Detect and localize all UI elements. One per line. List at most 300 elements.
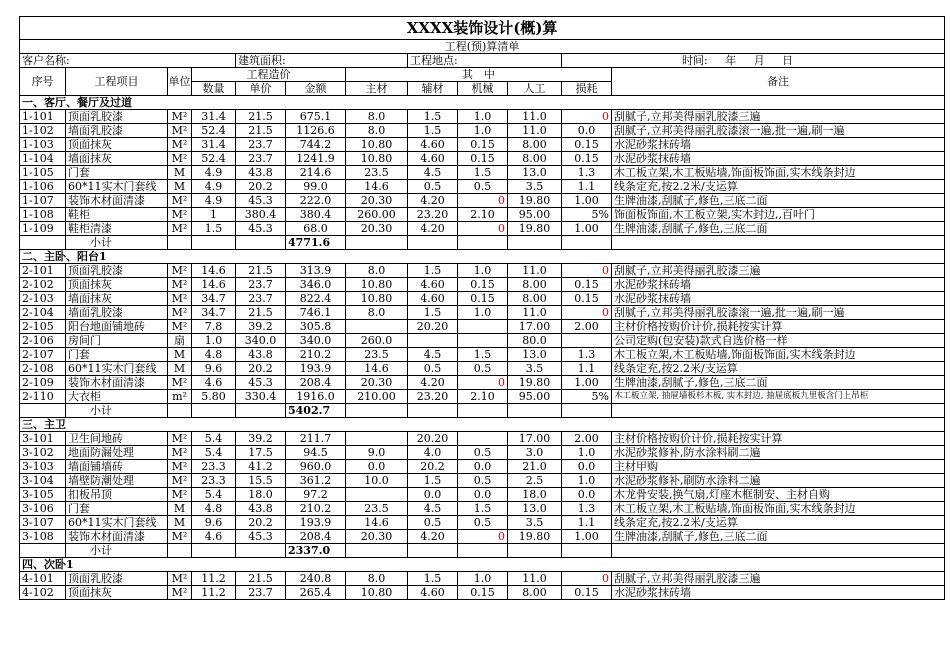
cell-main: 10.80 bbox=[346, 138, 408, 152]
cell-mech: 0.15 bbox=[458, 152, 508, 166]
cell-price: 18.0 bbox=[236, 488, 286, 502]
cell-labor: 3.5 bbox=[508, 362, 562, 376]
sheet-title: XXXX装饰设计(概)算 bbox=[20, 17, 945, 40]
cell-price: 23.7 bbox=[236, 586, 286, 600]
empty-cell bbox=[562, 404, 612, 418]
cell-main: 8.0 bbox=[346, 572, 408, 586]
subtotal-value: 4771.6 bbox=[286, 236, 346, 250]
empty-cell bbox=[458, 544, 508, 558]
cell-seq: 3-101 bbox=[20, 432, 66, 446]
cell-seq: 2-103 bbox=[20, 292, 66, 306]
table-row bbox=[20, 348, 945, 362]
cell-unit: M bbox=[168, 348, 192, 362]
cell-loss bbox=[562, 334, 612, 348]
cell-mech: 1.0 bbox=[458, 572, 508, 586]
cell-amount: 265.4 bbox=[286, 586, 346, 600]
cell-mech: 0.5 bbox=[458, 362, 508, 376]
cell-amount: 675.1 bbox=[286, 110, 346, 124]
cell-main: 23.5 bbox=[346, 502, 408, 516]
cell-qty: 4.9 bbox=[192, 194, 236, 208]
cell-item: 60*11实木门套线 bbox=[66, 180, 168, 194]
cell-amount: 99.0 bbox=[286, 180, 346, 194]
cell-note: 刮腻子,立邦美得丽乳胶漆滚一遍,批一遍,刷一遍 bbox=[612, 306, 945, 320]
table-row bbox=[20, 488, 945, 502]
cell-price: 41.2 bbox=[236, 460, 286, 474]
cell-aux: 0.5 bbox=[408, 180, 458, 194]
table-row bbox=[20, 446, 945, 460]
cell-item: 卫生间地砖 bbox=[66, 432, 168, 446]
cell-note: 公司定购(包安装)款式自选价格一样 bbox=[612, 334, 945, 348]
cell-item: 地面防漏处理 bbox=[66, 446, 168, 460]
table-row bbox=[20, 474, 945, 488]
table-row bbox=[20, 362, 945, 376]
cell-loss: 0.0 bbox=[562, 124, 612, 138]
cell-amount: 210.2 bbox=[286, 348, 346, 362]
estimate-table bbox=[19, 16, 945, 600]
table-row bbox=[20, 530, 945, 544]
cell-seq: 3-103 bbox=[20, 460, 66, 474]
empty-cell bbox=[562, 544, 612, 558]
cell-loss: 1.1 bbox=[562, 180, 612, 194]
cell-note: 木工板立架,木工板贴墙,饰面板饰面,实木线条封边 bbox=[612, 348, 945, 362]
cell-item: 门套 bbox=[66, 348, 168, 362]
cell-mech: 1.0 bbox=[458, 110, 508, 124]
cell-item: 墙面抹灰 bbox=[66, 152, 168, 166]
header-note: 备注 bbox=[612, 68, 945, 96]
cell-main: 0.0 bbox=[346, 460, 408, 474]
cell-amount: 346.0 bbox=[286, 278, 346, 292]
cell-seq: 2-106 bbox=[20, 334, 66, 348]
subtotal-label: 小计 bbox=[66, 544, 168, 558]
cell-item: 墙面乳胶漆 bbox=[66, 306, 168, 320]
cell-labor: 3.5 bbox=[508, 516, 562, 530]
header-among: 其 中 bbox=[346, 68, 612, 82]
table-row bbox=[20, 264, 945, 278]
section-header bbox=[20, 558, 945, 572]
cell-labor: 19.80 bbox=[508, 530, 562, 544]
cell-unit: M² bbox=[168, 208, 192, 222]
empty-cell bbox=[20, 544, 66, 558]
cell-seq: 2-108 bbox=[20, 362, 66, 376]
cell-amount: 211.7 bbox=[286, 432, 346, 446]
table-row bbox=[20, 516, 945, 530]
cell-item: 60*11实木门套线 bbox=[66, 362, 168, 376]
cell-qty: 4.6 bbox=[192, 376, 236, 390]
cell-main: 14.6 bbox=[346, 362, 408, 376]
empty-cell bbox=[408, 544, 458, 558]
section-title: 四、次卧1 bbox=[20, 558, 945, 572]
cell-aux: 1.5 bbox=[408, 474, 458, 488]
cell-price: 39.2 bbox=[236, 320, 286, 334]
section-title: 二、主卧、阳台1 bbox=[20, 250, 945, 264]
cell-mech: 1.0 bbox=[458, 306, 508, 320]
cell-main: 20.30 bbox=[346, 530, 408, 544]
cell-amount: 1126.6 bbox=[286, 124, 346, 138]
cell-note: 水泥砂浆抹砖墙 bbox=[612, 278, 945, 292]
sheet-subtitle: 工程(预)算清单 bbox=[20, 40, 945, 54]
cell-mech: 0.5 bbox=[458, 446, 508, 460]
cell-price: 23.7 bbox=[236, 292, 286, 306]
cell-qty: 7.8 bbox=[192, 320, 236, 334]
cell-mech: 0.15 bbox=[458, 586, 508, 600]
cell-mech: 1.0 bbox=[458, 264, 508, 278]
empty-cell bbox=[508, 236, 562, 250]
cell-qty: 52.4 bbox=[192, 152, 236, 166]
cell-labor: 19.80 bbox=[508, 194, 562, 208]
cell-loss: 0 bbox=[562, 572, 612, 586]
cell-note: 生牌油漆,刮腻子,修色,三底二面 bbox=[612, 222, 945, 236]
empty-cell bbox=[346, 404, 408, 418]
cell-mech: 0.5 bbox=[458, 516, 508, 530]
cell-amount: 744.2 bbox=[286, 138, 346, 152]
cell-aux bbox=[408, 334, 458, 348]
cell-price: 340.0 bbox=[236, 334, 286, 348]
cell-amount: 240.8 bbox=[286, 572, 346, 586]
cell-loss: 1.1 bbox=[562, 516, 612, 530]
cell-item: 扣板吊顶 bbox=[66, 488, 168, 502]
cell-unit: M² bbox=[168, 530, 192, 544]
cell-labor: 11.0 bbox=[508, 306, 562, 320]
cell-unit: M bbox=[168, 166, 192, 180]
cell-unit: 扇 bbox=[168, 334, 192, 348]
cell-labor: 13.0 bbox=[508, 348, 562, 362]
empty-cell bbox=[458, 236, 508, 250]
cell-main: 260.0 bbox=[346, 334, 408, 348]
cell-qty: 4.8 bbox=[192, 348, 236, 362]
cell-item: 阳台地面铺地砖 bbox=[66, 320, 168, 334]
cell-note: 主材价格按购价计价,损耗按实计算 bbox=[612, 320, 945, 334]
table-row bbox=[20, 180, 945, 194]
cell-unit: M² bbox=[168, 292, 192, 306]
cell-amount: 193.9 bbox=[286, 516, 346, 530]
cell-main: 8.0 bbox=[346, 110, 408, 124]
empty-cell bbox=[458, 404, 508, 418]
section-header bbox=[20, 418, 945, 432]
cell-qty: 14.6 bbox=[192, 264, 236, 278]
table-row bbox=[20, 376, 945, 390]
cell-unit: M² bbox=[168, 446, 192, 460]
header-labor: 人工 bbox=[508, 82, 562, 96]
cell-unit: M² bbox=[168, 152, 192, 166]
cell-seq: 2-102 bbox=[20, 278, 66, 292]
empty-cell bbox=[346, 236, 408, 250]
empty-cell bbox=[236, 404, 286, 418]
cell-note: 生牌油漆,刮腻子,修色,三底二面 bbox=[612, 376, 945, 390]
cell-aux: 4.20 bbox=[408, 530, 458, 544]
cell-loss: 0 bbox=[562, 306, 612, 320]
cell-note: 主材甲购 bbox=[612, 460, 945, 474]
cell-unit: M² bbox=[168, 474, 192, 488]
cell-qty: 1 bbox=[192, 208, 236, 222]
cell-aux: 4.60 bbox=[408, 138, 458, 152]
cell-qty: 34.7 bbox=[192, 306, 236, 320]
cell-mech: 0 bbox=[458, 530, 508, 544]
cell-qty: 34.7 bbox=[192, 292, 236, 306]
cell-labor: 18.0 bbox=[508, 488, 562, 502]
table-row bbox=[20, 432, 945, 446]
cell-mech: 2.10 bbox=[458, 208, 508, 222]
cell-note: 水泥砂浆抹砖墙 bbox=[612, 586, 945, 600]
cell-mech: 2.10 bbox=[458, 390, 508, 404]
subtotal-row bbox=[20, 236, 945, 250]
cell-item: 墙面乳胶漆 bbox=[66, 124, 168, 138]
cell-seq: 1-102 bbox=[20, 124, 66, 138]
cell-amount: 822.4 bbox=[286, 292, 346, 306]
cell-amount: 210.2 bbox=[286, 502, 346, 516]
cell-item: 装饰木材面清漆 bbox=[66, 530, 168, 544]
cell-price: 21.5 bbox=[236, 110, 286, 124]
cell-unit: M² bbox=[168, 278, 192, 292]
cell-unit: M² bbox=[168, 586, 192, 600]
cell-unit: M² bbox=[168, 460, 192, 474]
cell-labor: 8.00 bbox=[508, 138, 562, 152]
cell-amount: 222.0 bbox=[286, 194, 346, 208]
empty-cell bbox=[508, 544, 562, 558]
cell-loss: 1.00 bbox=[562, 530, 612, 544]
cell-seq: 3-102 bbox=[20, 446, 66, 460]
cell-note: 生牌油漆,刮腻子,修色,三底二面 bbox=[612, 530, 945, 544]
cell-note: 木龙骨安装,换气扇,灯座木框制安、主材自购 bbox=[612, 488, 945, 502]
cell-item: 门套 bbox=[66, 502, 168, 516]
cell-unit: M² bbox=[168, 376, 192, 390]
time-label: 时间: bbox=[682, 54, 708, 67]
cell-seq: 1-103 bbox=[20, 138, 66, 152]
cell-loss: 1.3 bbox=[562, 348, 612, 362]
cell-amount: 94.5 bbox=[286, 446, 346, 460]
cell-price: 43.8 bbox=[236, 166, 286, 180]
cell-item: 墙面铺墙砖 bbox=[66, 460, 168, 474]
cell-mech: 0 bbox=[458, 222, 508, 236]
empty-cell bbox=[168, 236, 192, 250]
section-header bbox=[20, 96, 945, 110]
empty-cell bbox=[236, 544, 286, 558]
cell-seq: 2-109 bbox=[20, 376, 66, 390]
cell-amount: 313.9 bbox=[286, 264, 346, 278]
cell-labor: 8.00 bbox=[508, 278, 562, 292]
subtotal-row bbox=[20, 544, 945, 558]
cell-aux: 4.20 bbox=[408, 376, 458, 390]
project-location-label: 工程地点: bbox=[408, 54, 562, 68]
cell-aux: 0.5 bbox=[408, 516, 458, 530]
cell-price: 20.2 bbox=[236, 180, 286, 194]
cell-main: 14.6 bbox=[346, 516, 408, 530]
cell-seq: 3-108 bbox=[20, 530, 66, 544]
cell-price: 45.3 bbox=[236, 530, 286, 544]
header-row-1 bbox=[20, 68, 945, 82]
table-row bbox=[20, 152, 945, 166]
cell-amount: 1916.0 bbox=[286, 390, 346, 404]
cell-amount: 960.0 bbox=[286, 460, 346, 474]
cell-labor: 80.0 bbox=[508, 334, 562, 348]
cell-main: 23.5 bbox=[346, 166, 408, 180]
cell-item: 60*11实木门套线 bbox=[66, 516, 168, 530]
cell-amount: 305.8 bbox=[286, 320, 346, 334]
header-mech: 机械 bbox=[458, 82, 508, 96]
cell-main: 10.80 bbox=[346, 586, 408, 600]
cell-aux: 1.5 bbox=[408, 264, 458, 278]
cell-qty: 1.5 bbox=[192, 222, 236, 236]
cell-unit: M² bbox=[168, 264, 192, 278]
cell-qty: 5.80 bbox=[192, 390, 236, 404]
cell-item: 墙面抹灰 bbox=[66, 292, 168, 306]
cell-seq: 4-102 bbox=[20, 586, 66, 600]
cell-price: 23.7 bbox=[236, 138, 286, 152]
cell-mech: 0.15 bbox=[458, 138, 508, 152]
cell-item: 顶面乳胶漆 bbox=[66, 572, 168, 586]
day-label: 日 bbox=[782, 54, 794, 67]
building-area-label: 建筑面积: bbox=[236, 54, 408, 68]
cell-aux: 23.20 bbox=[408, 208, 458, 222]
cell-seq: 1-107 bbox=[20, 194, 66, 208]
cell-labor: 13.0 bbox=[508, 502, 562, 516]
cell-price: 21.5 bbox=[236, 572, 286, 586]
cell-amount: 193.9 bbox=[286, 362, 346, 376]
cell-note: 水泥砂浆修补,刷防水涂料二遍 bbox=[612, 474, 945, 488]
cell-aux: 4.5 bbox=[408, 348, 458, 362]
subtotal-label: 小计 bbox=[66, 404, 168, 418]
cell-main: 10.80 bbox=[346, 278, 408, 292]
cell-note: 饰面板饰面,木工板立架,实木封边,,百叶门 bbox=[612, 208, 945, 222]
cell-aux: 1.5 bbox=[408, 124, 458, 138]
cell-main: 9.0 bbox=[346, 446, 408, 460]
cell-price: 17.5 bbox=[236, 446, 286, 460]
cell-mech: 0 bbox=[458, 194, 508, 208]
cell-seq: 2-107 bbox=[20, 348, 66, 362]
cell-price: 43.8 bbox=[236, 348, 286, 362]
cell-loss: 2.00 bbox=[562, 320, 612, 334]
cell-labor: 95.00 bbox=[508, 208, 562, 222]
cell-unit: M bbox=[168, 502, 192, 516]
cell-aux: 1.5 bbox=[408, 306, 458, 320]
table-row bbox=[20, 110, 945, 124]
cell-item: 顶面抹灰 bbox=[66, 138, 168, 152]
cell-main: 14.6 bbox=[346, 180, 408, 194]
cell-main: 10.80 bbox=[346, 152, 408, 166]
cell-loss: 0.15 bbox=[562, 278, 612, 292]
cell-seq: 1-104 bbox=[20, 152, 66, 166]
empty-cell bbox=[612, 544, 945, 558]
cell-aux: 20.20 bbox=[408, 320, 458, 334]
cell-seq: 1-108 bbox=[20, 208, 66, 222]
cell-note: 水泥砂浆抹砖墙 bbox=[612, 138, 945, 152]
cell-qty: 4.6 bbox=[192, 530, 236, 544]
cell-unit: M² bbox=[168, 124, 192, 138]
empty-cell bbox=[408, 236, 458, 250]
cell-unit: M² bbox=[168, 138, 192, 152]
cell-amount: 340.0 bbox=[286, 334, 346, 348]
cell-loss: 0.15 bbox=[562, 138, 612, 152]
cell-mech: 0.5 bbox=[458, 180, 508, 194]
cell-note: 木工板立架, 抽屉墙板杉木板, 实木封边, 抽屉底板九里板含门上吊柜 bbox=[612, 390, 945, 404]
cell-item: 鞋柜 bbox=[66, 208, 168, 222]
cell-note: 刮腻子,立邦美得丽乳胶漆三遍 bbox=[612, 110, 945, 124]
cell-loss: 1.3 bbox=[562, 166, 612, 180]
cell-note: 生牌油漆,刮腻子,修色,三底二面 bbox=[612, 194, 945, 208]
cell-note: 刮腻子,立邦美得丽乳胶漆三遍 bbox=[612, 572, 945, 586]
cell-labor: 2.5 bbox=[508, 474, 562, 488]
cell-seq: 3-106 bbox=[20, 502, 66, 516]
cell-qty: 4.8 bbox=[192, 502, 236, 516]
table-row bbox=[20, 278, 945, 292]
subtotal-row bbox=[20, 404, 945, 418]
cell-item: 顶面乳胶漆 bbox=[66, 110, 168, 124]
cell-price: 330.4 bbox=[236, 390, 286, 404]
table-row bbox=[20, 502, 945, 516]
cell-mech: 1.5 bbox=[458, 348, 508, 362]
cell-labor: 19.80 bbox=[508, 376, 562, 390]
cell-note: 主材价格按购价计价,损耗按实计算 bbox=[612, 432, 945, 446]
cell-item: 顶面乳胶漆 bbox=[66, 264, 168, 278]
cell-main: 20.30 bbox=[346, 194, 408, 208]
cell-loss: 0.15 bbox=[562, 152, 612, 166]
cell-qty: 11.2 bbox=[192, 572, 236, 586]
cell-qty: 31.4 bbox=[192, 138, 236, 152]
cell-main: 260.00 bbox=[346, 208, 408, 222]
cell-loss: 0 bbox=[562, 110, 612, 124]
cell-qty: 14.6 bbox=[192, 278, 236, 292]
cell-price: 43.8 bbox=[236, 502, 286, 516]
cell-aux: 1.5 bbox=[408, 572, 458, 586]
cell-main: 8.0 bbox=[346, 124, 408, 138]
cell-note: 刮腻子,立邦美得丽乳胶漆三遍 bbox=[612, 264, 945, 278]
cell-aux: 4.60 bbox=[408, 586, 458, 600]
cell-mech: 1.5 bbox=[458, 166, 508, 180]
cell-seq: 1-109 bbox=[20, 222, 66, 236]
cell-qty: 23.3 bbox=[192, 474, 236, 488]
cell-item: 装饰木材面清漆 bbox=[66, 194, 168, 208]
cell-loss: 0.15 bbox=[562, 292, 612, 306]
cell-item: 装饰木材面清漆 bbox=[66, 376, 168, 390]
cell-labor: 8.00 bbox=[508, 586, 562, 600]
table-row bbox=[20, 460, 945, 474]
subtotal-label: 小计 bbox=[66, 236, 168, 250]
table-row bbox=[20, 166, 945, 180]
cell-item: 顶面抹灰 bbox=[66, 586, 168, 600]
empty-cell bbox=[612, 236, 945, 250]
cell-aux: 4.0 bbox=[408, 446, 458, 460]
table-row bbox=[20, 586, 945, 600]
empty-cell bbox=[346, 544, 408, 558]
header-aux: 辅材 bbox=[408, 82, 458, 96]
cell-loss: 1.1 bbox=[562, 362, 612, 376]
cell-aux: 4.5 bbox=[408, 502, 458, 516]
cell-amount: 208.4 bbox=[286, 530, 346, 544]
cell-main bbox=[346, 488, 408, 502]
cell-loss: 1.00 bbox=[562, 222, 612, 236]
cell-loss: 0 bbox=[562, 264, 612, 278]
empty-cell bbox=[192, 404, 236, 418]
cell-price: 21.5 bbox=[236, 306, 286, 320]
section-title: 三、主卫 bbox=[20, 418, 945, 432]
subtotal-value: 5402.7 bbox=[286, 404, 346, 418]
empty-cell bbox=[508, 404, 562, 418]
cell-price: 380.4 bbox=[236, 208, 286, 222]
table-row bbox=[20, 390, 945, 404]
cell-unit: M bbox=[168, 362, 192, 376]
table-row bbox=[20, 320, 945, 334]
table-row bbox=[20, 124, 945, 138]
cell-loss: 2.00 bbox=[562, 432, 612, 446]
cell-main: 10.0 bbox=[346, 474, 408, 488]
cell-labor: 11.0 bbox=[508, 264, 562, 278]
cell-price: 45.3 bbox=[236, 194, 286, 208]
cell-aux: 4.5 bbox=[408, 166, 458, 180]
cell-loss: 0.15 bbox=[562, 586, 612, 600]
cell-seq: 4-101 bbox=[20, 572, 66, 586]
estimate-sheet bbox=[19, 16, 944, 600]
cell-qty: 1.0 bbox=[192, 334, 236, 348]
header-item: 工程项目 bbox=[66, 68, 168, 96]
